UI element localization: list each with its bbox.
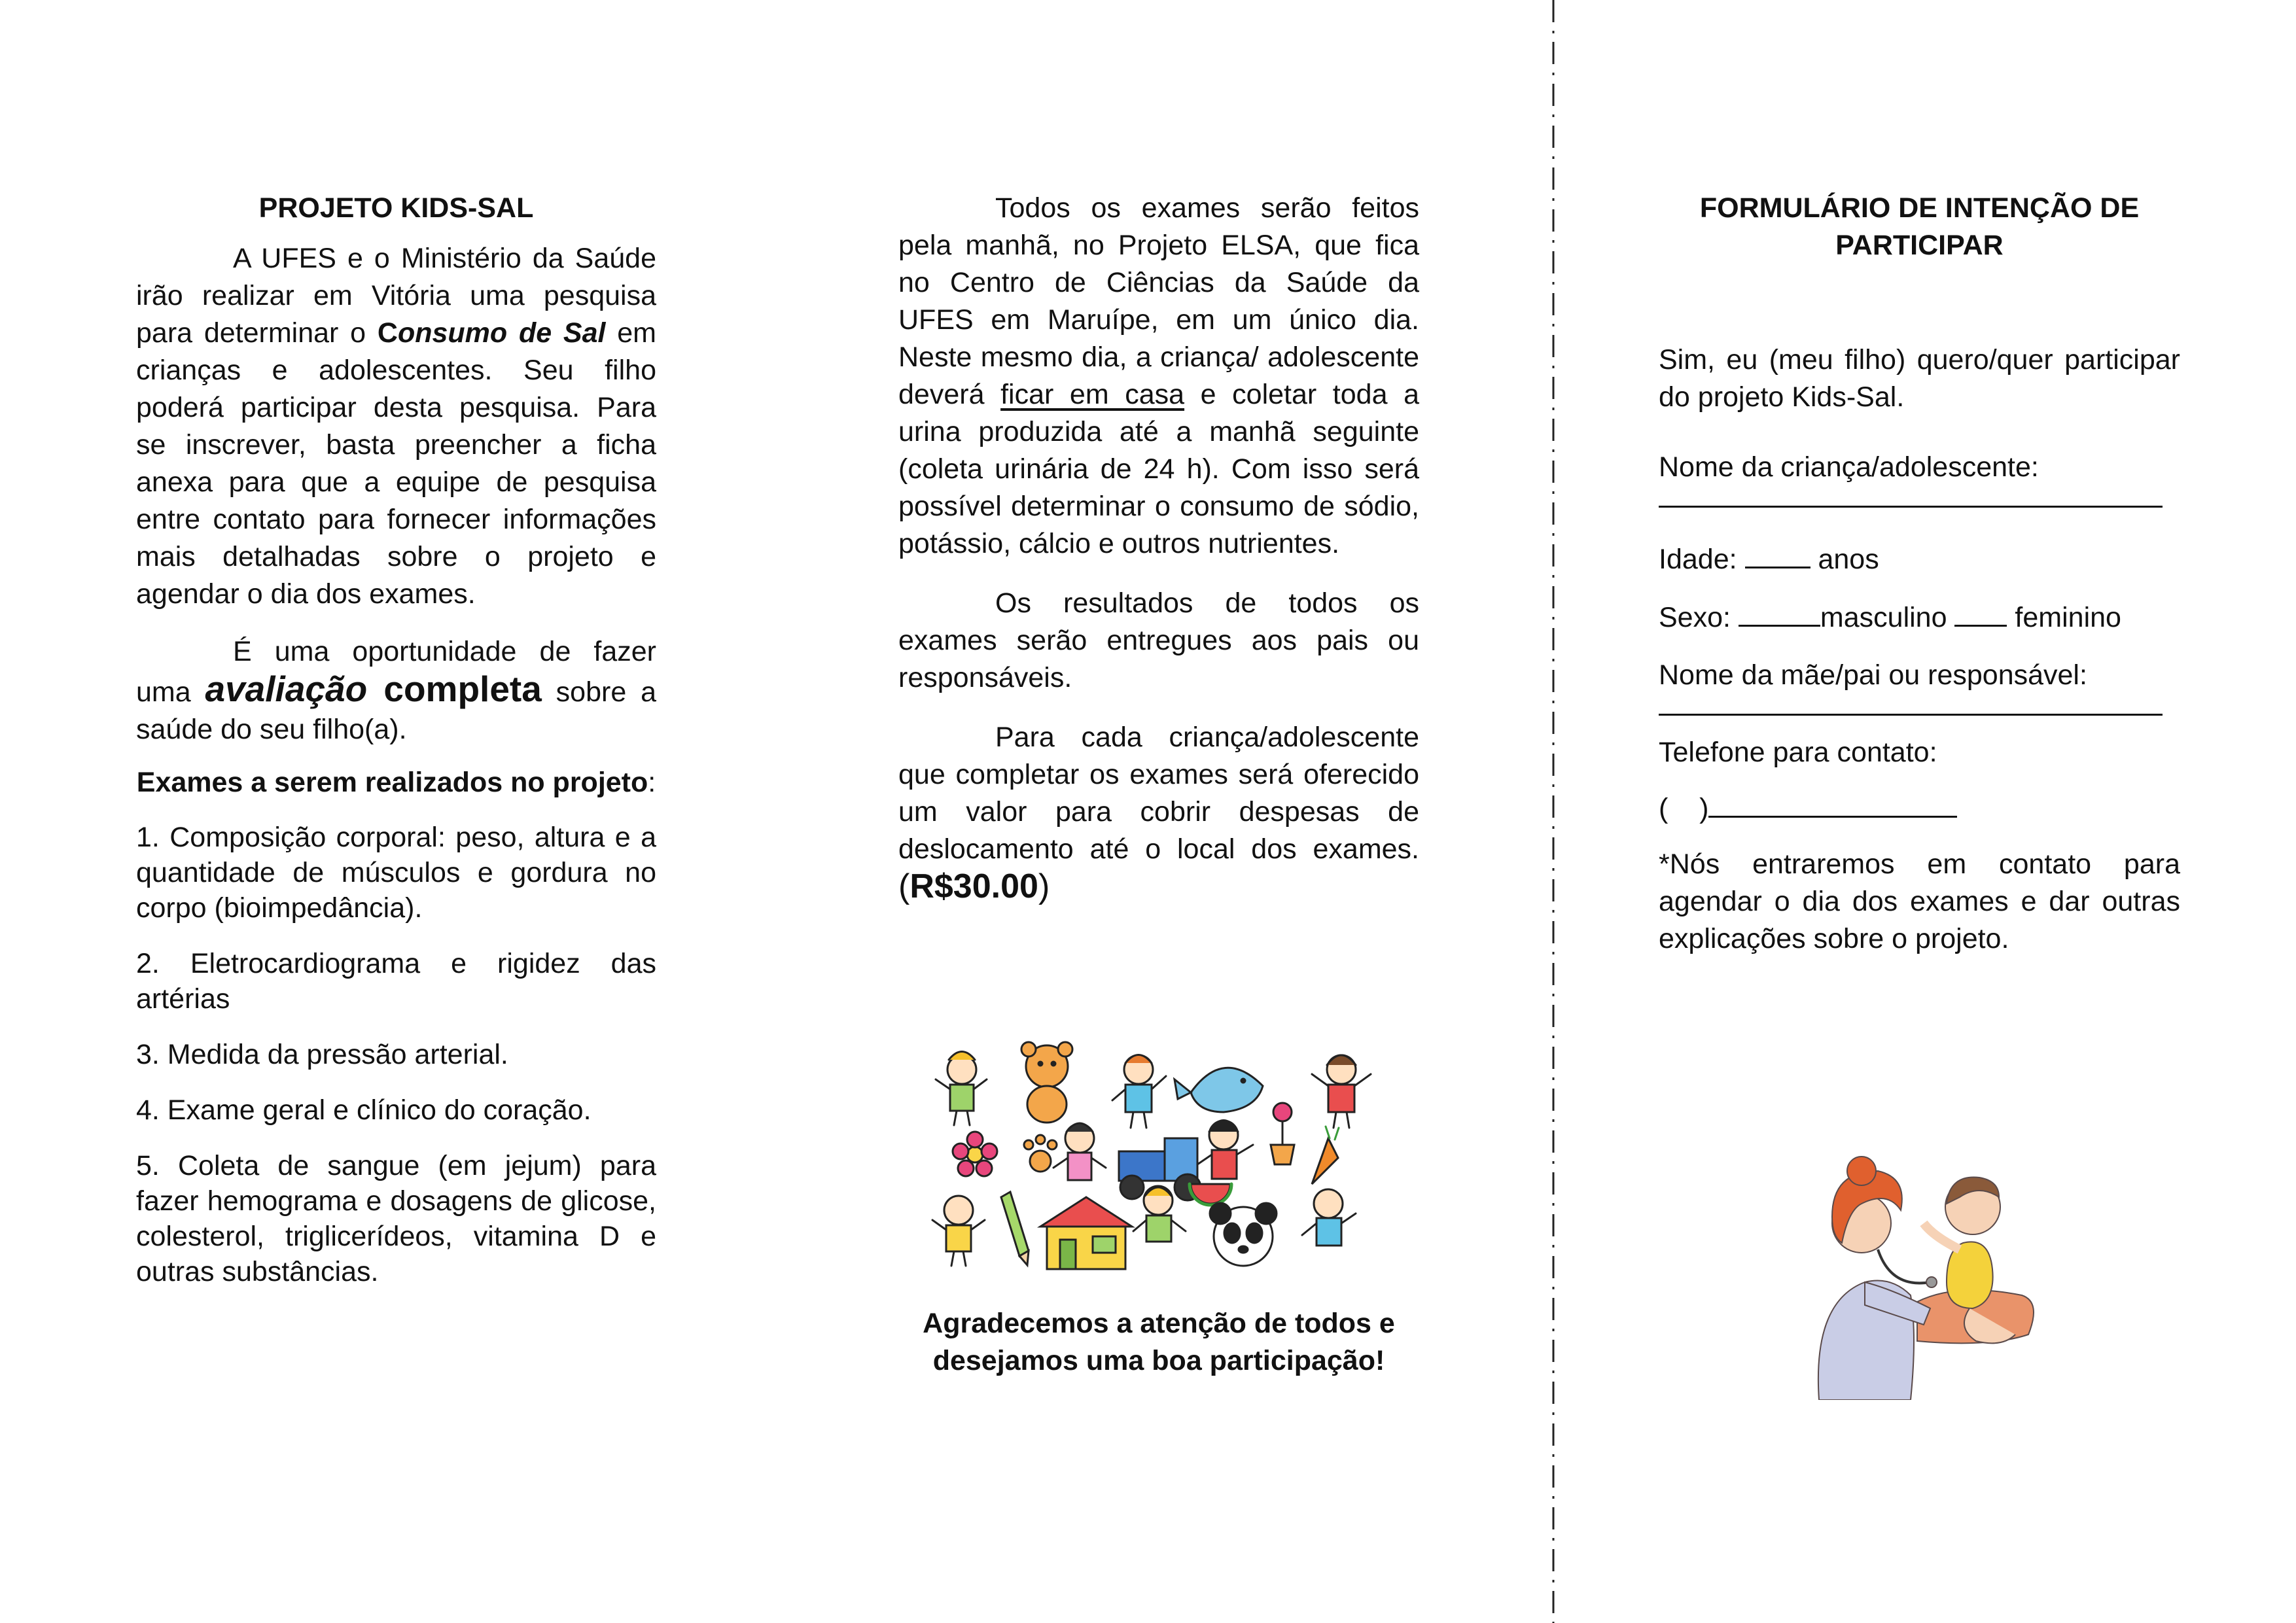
parent-name-field[interactable]	[1659, 694, 2163, 716]
fold-line	[1552, 0, 1555, 1623]
opportunity-paragraph: É uma oportunidade de fazer uma avaliação completa sobre a saúde do seu filho(a).	[136, 636, 656, 745]
list-item: 1. Composição corporal: peso, altura e a quantidade de músculos e gordura no corpo (bioimpedância).	[136, 822, 656, 924]
sex-female-field[interactable]	[1954, 599, 2007, 627]
project-title: PROJETO KIDS-SAL	[258, 192, 534, 224]
results-paragraph: Os resultados de todos os exames serão entregues aos pais ou responsáveis.	[898, 587, 1419, 693]
panel-middle	[898, 190, 1419, 928]
form-title: FORMULÁRIO DE INTENÇÃO DE PARTICIPAR	[1699, 192, 2140, 261]
payment-paragraph: Para cada criança/adolescente que completar os exames será oferecido um valor para cobrir despesas de deslocamento até o local dos exames. (R$30.00)	[898, 722, 1419, 905]
contact-note: *Nós entraremos em contato para agendar o dia dos exames e dar outras explicações sobre o projeto.	[1659, 848, 2180, 954]
list-item: 2. Eletrocardiograma e rigidez das artérias	[136, 948, 656, 1015]
stay-home-underline: ficar em casa	[1000, 379, 1185, 410]
parent-name-label: Nome da mãe/pai ou responsável:	[1659, 659, 2087, 691]
exams-list	[136, 820, 656, 1289]
phone-row: ( )	[1659, 790, 2180, 828]
age-field[interactable]	[1745, 540, 1810, 568]
sex-male-field[interactable]	[1739, 599, 1820, 627]
kids-doodles-illustration	[929, 1040, 1387, 1276]
child-name-label: Nome da criança/adolescente:	[1659, 451, 2039, 483]
phone-field[interactable]	[1708, 790, 1957, 818]
thanks-message: Agradecemos a atenção de todos e desejamos uma boa participação!	[923, 1308, 1395, 1376]
panel-left	[136, 190, 656, 1310]
exams-heading: Exames a serem realizados no projeto:	[136, 767, 656, 798]
intro-paragraph: A UFES e o Ministério da Saúde irão realizar em Vitória uma pesquisa para determinar o Consumo de Sal em crianças e adolescentes. Seu filho poderá participar desta pesquisa. Para se inscrever, basta preencher a ficha anexa para que a equipe de pesquisa entre contato para fornecer informações mais detalhadas sobre o projeto e agendar o dia dos exames.	[136, 243, 656, 610]
list-item: 3. Medida da pressão arterial.	[136, 1039, 508, 1070]
doctor-child-illustration	[1806, 1151, 2055, 1400]
phone-label: Telefone para contato:	[1659, 737, 1937, 768]
consent-text: Sim, eu (meu filho) quero/quer participar do projeto Kids-Sal.	[1659, 344, 2180, 413]
list-item: 5. Coleta de sangue (em jejum) para fazer hemograma e dosagens de glicose, colesterol, triglicerídeos, vitamina D e outras substâncias.	[136, 1150, 656, 1287]
panel-right	[1659, 190, 2180, 978]
sex-row: Sexo: masculino feminino	[1659, 599, 2180, 637]
child-name-field[interactable]	[1659, 486, 2163, 508]
payment-amount: R$30.00	[910, 867, 1038, 905]
list-item: 4. Exame geral e clínico do coração.	[136, 1094, 592, 1126]
age-row: Idade: anos	[1659, 540, 2180, 578]
exams-info-paragraph: Todos os exames serão feitos pela manhã, no Projeto ELSA, que fica no Centro de Ciências da Saúde da UFES em Maruípe, em um único dia. Neste mesmo dia, a criança/ adolescente deverá ficar em casa e coletar toda a urina produzida até a manhã seguinte (coleta urinária de 24 h). Com isso será possível determinar o consumo de sódio, potássio, cálcio e outros nutrientes.	[898, 192, 1419, 559]
